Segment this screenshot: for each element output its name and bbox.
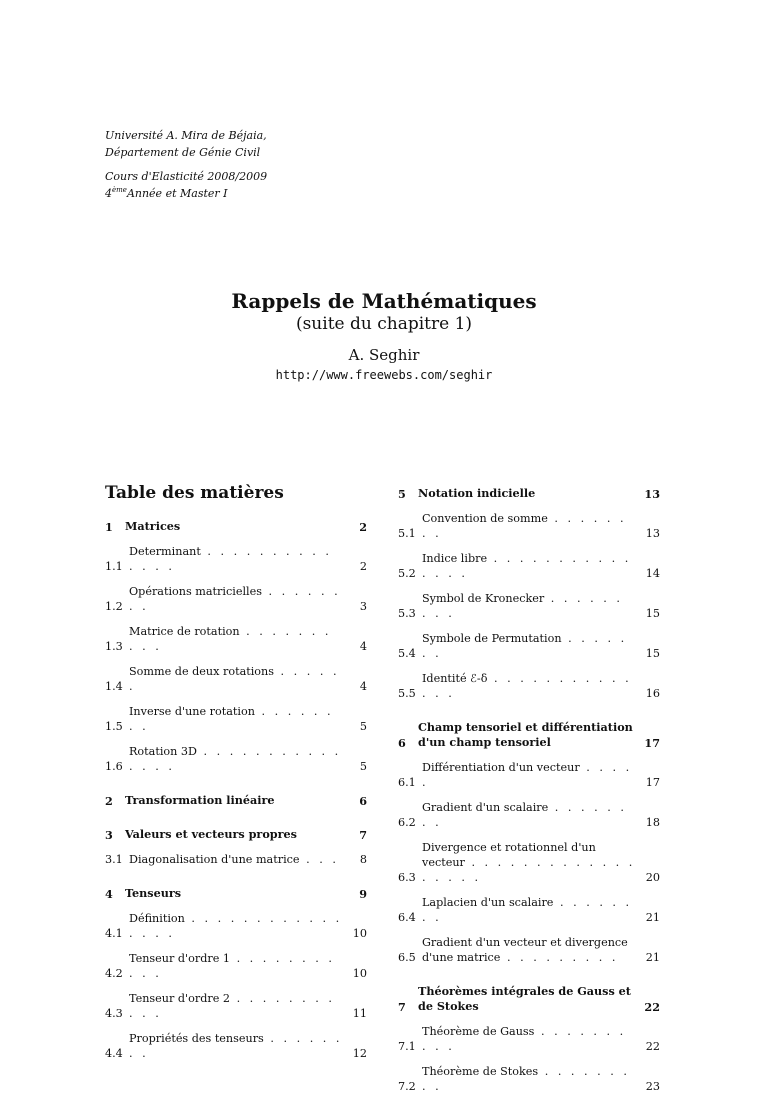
subsection-label: Divergence et rotationnel d'un vecteur xyxy=(422,841,596,869)
subsection-label: Tenseur d'ordre 1 xyxy=(129,952,231,965)
subsection-number: 5.3 xyxy=(398,607,416,620)
toc-subsection[interactable] xyxy=(105,852,367,867)
subsection-number: 5.2 xyxy=(398,567,416,580)
subsection-title xyxy=(422,591,636,621)
leader-dots: . . . . . . . . . . . . . . . xyxy=(422,552,632,580)
subsection-number: 5.4 xyxy=(398,647,416,660)
subsection-title xyxy=(422,840,636,885)
toc-subsection[interactable] xyxy=(105,911,367,941)
subsection-number: 3.1 xyxy=(105,853,123,866)
subsection-number: 5.5 xyxy=(398,687,416,700)
section-number: 6 xyxy=(398,736,406,750)
leader-dots: . . . . . . . . xyxy=(129,1032,343,1060)
subsection-label: Différentiation d'un vecteur xyxy=(422,761,580,774)
section-title: Champ tensoriel et différentiation d'un champ tensoriel xyxy=(418,720,633,749)
subsection-label: Somme de deux rotations xyxy=(129,665,274,678)
subsection-title xyxy=(422,1024,636,1054)
toc-subsection[interactable] xyxy=(398,760,660,790)
section-number: 4 xyxy=(105,887,113,901)
subsection-page: 5 xyxy=(359,760,367,773)
leader-dots: . . . . . . . . . . . xyxy=(129,992,335,1020)
document-subtitle: (suite du chapitre 1) xyxy=(295,314,473,334)
subsection-title xyxy=(422,760,636,790)
section-number: 3 xyxy=(105,828,113,842)
section-number: 1 xyxy=(105,520,113,534)
leader-dots: . . . . . . . . xyxy=(422,801,627,829)
subsection-label: Propriétés des tenseurs xyxy=(129,1032,264,1045)
subsection-title xyxy=(129,951,343,981)
title-block xyxy=(0,288,768,382)
section-page: 9 xyxy=(359,887,367,901)
toc-subsection[interactable] xyxy=(398,631,660,661)
author-url[interactable]: http://www.freewebs.com/seghir xyxy=(275,368,493,382)
subsection-page: 12 xyxy=(352,1047,367,1060)
subsection-page: 4 xyxy=(359,680,367,693)
subsection-title xyxy=(422,551,636,581)
toc-section[interactable] xyxy=(105,886,367,901)
subsection-label: Diagonalisation d'une matrice xyxy=(129,853,300,866)
subsection-label: Théorème de Gauss xyxy=(422,1025,535,1038)
toc-section[interactable] xyxy=(105,827,367,842)
section-title: Transformation linéaire xyxy=(125,793,275,807)
subsection-label: Inverse d'une rotation xyxy=(129,705,255,718)
subsection-label: Laplacien d'un scalaire xyxy=(422,896,554,909)
subsection-number: 6.4 xyxy=(398,911,416,924)
leader-dots: . . . . . . . . . . . . . . . xyxy=(129,745,342,773)
leader-dots: . . . . . . . . xyxy=(422,896,633,924)
toc-subsection[interactable] xyxy=(398,591,660,621)
subsection-label: Identité ℰ-δ xyxy=(422,672,488,685)
subsection-title xyxy=(129,664,343,694)
subsection-page: 21 xyxy=(645,951,660,964)
subsection-page: 2 xyxy=(359,560,367,573)
leader-dots: . . . . . . . . . . . . . . xyxy=(129,545,332,573)
subsection-title xyxy=(129,584,343,614)
leader-dots: . . . xyxy=(299,853,339,866)
subsection-label: Gradient d'un vecteur et divergence d'une matrice xyxy=(422,936,628,964)
toc-subsection[interactable] xyxy=(398,671,660,701)
leader-dots: . . . . . . . . . . . . . . . . . . xyxy=(422,856,636,884)
subsection-page: 5 xyxy=(359,720,367,733)
leader-dots: . . . . . . . . . . xyxy=(422,1025,627,1053)
toc-left-column xyxy=(105,519,367,1061)
subsection-page: 3 xyxy=(359,600,367,613)
subsection-number: 1.4 xyxy=(105,680,123,693)
section-page: 13 xyxy=(644,487,660,501)
leader-dots: . . . . . . . . . xyxy=(500,951,619,964)
leader-dots: . . . . . . . . . . . . . . xyxy=(422,672,632,700)
toc-section[interactable] xyxy=(105,793,367,808)
subsection-number: 5.1 xyxy=(398,527,416,540)
section-title: Matrices xyxy=(125,519,181,533)
toc-subsection[interactable] xyxy=(105,624,367,654)
toc-subsection[interactable] xyxy=(105,1031,367,1061)
subsection-title xyxy=(129,1031,343,1061)
section-page: 22 xyxy=(644,1000,660,1014)
leader-dots: . . . . . . . . . xyxy=(422,1065,630,1093)
subsection-page: 10 xyxy=(352,967,367,980)
subsection-number: 6.2 xyxy=(398,816,416,829)
subsection-title xyxy=(422,671,636,701)
section-title: Tenseurs xyxy=(125,886,182,900)
toc-subsection[interactable] xyxy=(105,664,367,694)
section-number: 2 xyxy=(105,794,113,808)
section-number: 5 xyxy=(398,487,406,501)
subsection-number: 4.1 xyxy=(105,927,123,940)
subsection-label: Gradient d'un scalaire xyxy=(422,801,549,814)
toc-section[interactable] xyxy=(398,486,660,501)
subsection-number: 6.3 xyxy=(398,871,416,884)
subsection-page: 15 xyxy=(645,647,660,660)
section-title: Valeurs et vecteurs propres xyxy=(125,827,297,841)
toc-subsection[interactable] xyxy=(398,1064,660,1094)
section-page: 6 xyxy=(359,794,367,808)
subsection-page: 14 xyxy=(645,567,660,580)
subsection-title xyxy=(422,511,636,541)
subsection-label: Symbol de Kronecker xyxy=(422,592,545,605)
toc-subsection[interactable] xyxy=(105,584,367,614)
subsection-page: 21 xyxy=(645,911,660,924)
subsection-title xyxy=(129,991,343,1021)
subsection-title xyxy=(129,911,343,941)
toc-subsection[interactable] xyxy=(398,895,660,925)
leader-dots: . . . . . . . . xyxy=(129,705,334,733)
leader-dots: . . . . . . . . . xyxy=(422,592,623,620)
toc-section[interactable] xyxy=(398,984,660,1014)
subsection-title xyxy=(422,1064,636,1094)
toc-section[interactable] xyxy=(105,519,367,534)
section-page: 7 xyxy=(359,828,367,842)
leader-dots: . . . . . . . xyxy=(422,632,628,660)
section-page: 17 xyxy=(644,736,660,750)
subsection-label: Tenseur d'ordre 2 xyxy=(129,992,231,1005)
subsection-number: 1.1 xyxy=(105,560,123,573)
subsection-label: Determinant xyxy=(129,545,201,558)
leader-dots: . . . . . . . . . . . . . . . . xyxy=(129,912,343,940)
subsection-label: Opérations matricielles xyxy=(129,585,262,598)
leader-dots: . . . . . . . . xyxy=(422,512,627,540)
toc-section[interactable] xyxy=(398,720,660,750)
subsection-label: Convention de somme xyxy=(422,512,548,525)
toc-subsection[interactable] xyxy=(398,511,660,541)
subsection-page: 16 xyxy=(645,687,660,700)
document-header xyxy=(105,127,267,209)
subsection-page: 10 xyxy=(352,927,367,940)
subsection-title xyxy=(422,800,636,830)
subsection-number: 1.6 xyxy=(105,760,123,773)
section-title: Théorèmes intégrales de Gauss et de Stokes xyxy=(418,984,631,1013)
leader-dots: . . . . . . . . . . xyxy=(129,625,332,653)
leader-dots: . . . . . . xyxy=(129,665,340,693)
toc-right-column xyxy=(398,478,660,1094)
department-line: Département de Génie Civil xyxy=(105,146,261,159)
subsection-label: Symbole de Permutation xyxy=(422,632,562,645)
subsection-number: 4.2 xyxy=(105,967,123,980)
subsection-number: 6.5 xyxy=(398,951,416,964)
subsection-title xyxy=(422,935,636,965)
subsection-label: Définition xyxy=(129,912,185,925)
leader-dots: . . . . . . . . . . . xyxy=(129,952,335,980)
subsection-title xyxy=(422,631,636,661)
subsection-page: 18 xyxy=(645,816,660,829)
toc-subsection[interactable] xyxy=(398,935,660,965)
subsection-number: 1.2 xyxy=(105,600,123,613)
section-page: 2 xyxy=(359,520,367,534)
toc-subsection[interactable] xyxy=(105,544,367,574)
section-title: Notation indicielle xyxy=(418,486,536,500)
subsection-page: 20 xyxy=(645,871,660,884)
toc-subsection[interactable] xyxy=(398,840,660,885)
subsection-title xyxy=(129,624,343,654)
subsection-page: 11 xyxy=(352,1007,367,1020)
toc-subsection[interactable] xyxy=(398,800,660,830)
subsection-page: 23 xyxy=(645,1080,660,1093)
subsection-title xyxy=(129,852,343,867)
subsection-title xyxy=(422,895,636,925)
subsection-page: 17 xyxy=(645,776,660,789)
document-title: Rappels de Mathématiques xyxy=(231,289,537,313)
subsection-title xyxy=(129,704,343,734)
subsection-number: 6.1 xyxy=(398,776,416,789)
subsection-number: 4.4 xyxy=(105,1047,123,1060)
subsection-page: 8 xyxy=(359,853,367,866)
toc-heading: Table des matières xyxy=(105,483,284,503)
subsection-label: Rotation 3D xyxy=(129,745,197,758)
subsection-page: 15 xyxy=(645,607,660,620)
course-line: Cours d'Elasticité 2008/2009 xyxy=(105,170,268,183)
subsection-page: 13 xyxy=(645,527,660,540)
university-line: Université A. Mira de Béjaia, xyxy=(105,129,267,142)
section-number: 7 xyxy=(398,1000,406,1014)
toc-subsection[interactable] xyxy=(398,551,660,581)
subsection-number: 7.1 xyxy=(398,1040,416,1053)
level-line: 4èmeAnnée et Master I xyxy=(105,186,228,200)
toc-subsection[interactable] xyxy=(105,951,367,981)
toc-subsection[interactable] xyxy=(398,1024,660,1054)
toc-subsection[interactable] xyxy=(105,991,367,1021)
author-name: A. Seghir xyxy=(348,346,420,364)
subsection-label: Théorème de Stokes xyxy=(422,1065,539,1078)
subsection-number: 7.2 xyxy=(398,1080,416,1093)
toc-subsection[interactable] xyxy=(105,704,367,734)
subsection-label: Indice libre xyxy=(422,552,488,565)
toc-subsection[interactable] xyxy=(105,744,367,774)
subsection-number: 1.3 xyxy=(105,640,123,653)
subsection-title xyxy=(129,744,343,774)
leader-dots: . . . . . . . . xyxy=(129,585,341,613)
subsection-title xyxy=(129,544,343,574)
subsection-page: 4 xyxy=(359,640,367,653)
subsection-label: Matrice de rotation xyxy=(129,625,240,638)
leader-dots: . . . . . xyxy=(422,761,633,789)
subsection-number: 1.5 xyxy=(105,720,123,733)
subsection-page: 22 xyxy=(645,1040,660,1053)
subsection-number: 4.3 xyxy=(105,1007,123,1020)
